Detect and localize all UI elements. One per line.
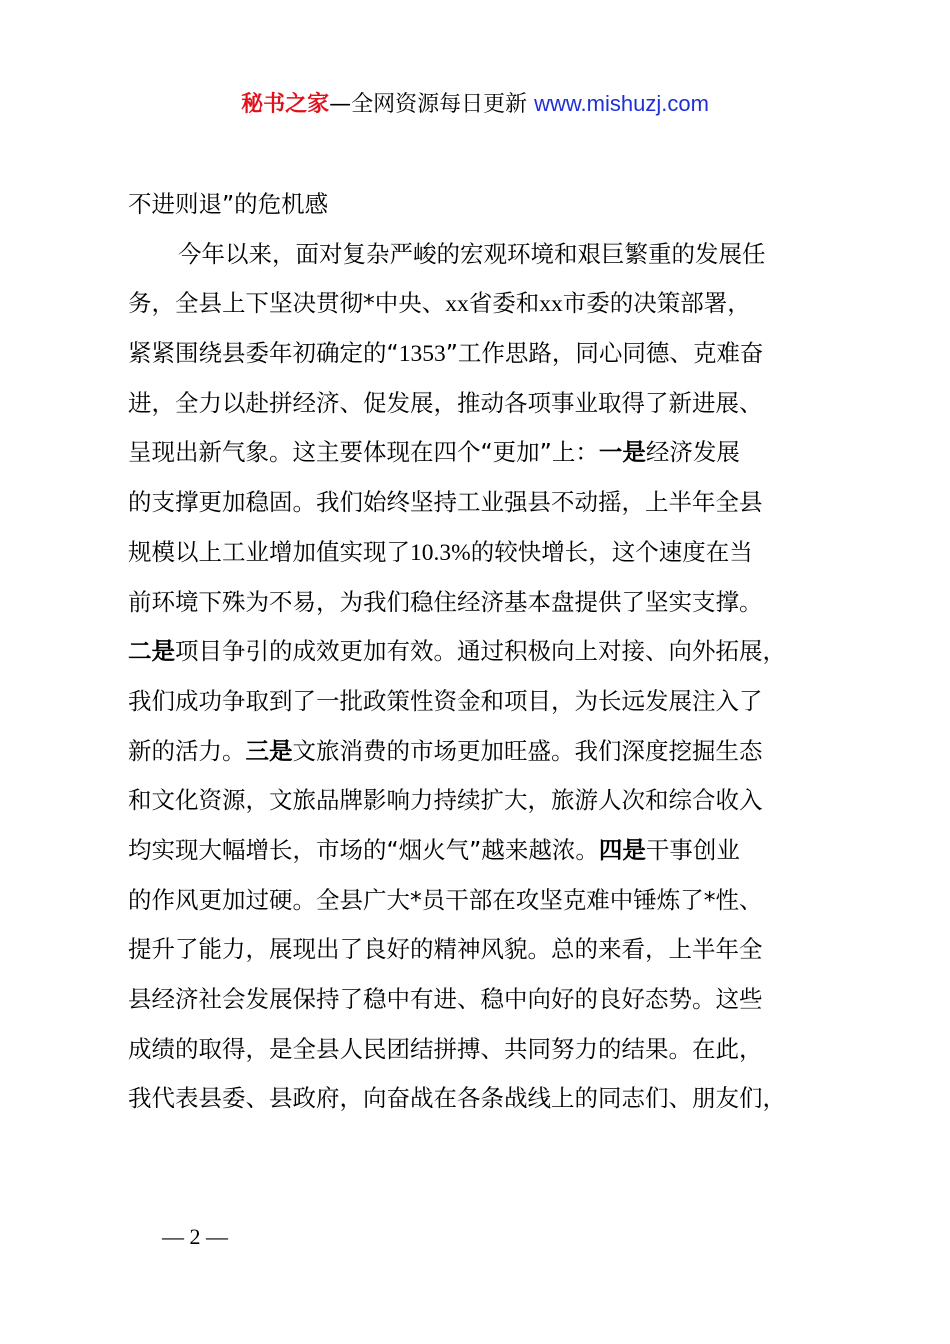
site-brand: 秘书之家 (241, 92, 330, 117)
city-placeholder: xx (539, 291, 563, 318)
text-line (128, 279, 858, 329)
text-run: 紧紧围绕县委年初确定的“ (128, 339, 399, 368)
text-run: 的较快增长，这个速度在当 (470, 537, 753, 566)
text-line (128, 379, 858, 429)
text-run: 的作风更加过硬。全县广大*员干部在攻坚克难中锤炼了*性、 (128, 885, 763, 914)
text-run: 前环境下殊为不易，为我们稳住经济基本盘提供了坚实支撑。 (128, 587, 763, 616)
text-line (128, 876, 858, 926)
text-line (128, 826, 858, 876)
text-run: 市委的决策部署， (562, 289, 751, 318)
text-line (128, 1025, 858, 1075)
text-run: 项目争引的成效更加有效。通过积极向上对接、向外拓展， (175, 637, 786, 666)
site-tagline: —全网资源每日更新 (329, 92, 535, 117)
site-url-link[interactable]: www.mishuzj.com (534, 91, 709, 116)
text-run: ”工作思路，同心同德、克难奋 (445, 339, 764, 368)
document-body (128, 180, 858, 1124)
text-run: 的支撑更加稳固。我们始终坚持工业强县不动摇，上半年全县 (128, 488, 763, 517)
text-run: 经济发展 (645, 438, 740, 467)
text-run: 务，全县上下坚决贯彻*中央、 (128, 289, 446, 318)
text-line (128, 1074, 858, 1124)
province-placeholder: xx (445, 291, 469, 318)
text-run: 干事创业 (645, 835, 740, 864)
text-run: 成绩的取得，是全县人民团结拼搏、共同努力的结果。在此， (128, 1034, 763, 1063)
text-line (128, 428, 858, 478)
paragraph-first-line (128, 230, 858, 280)
text-line (128, 776, 858, 826)
text-run: 不进则退”的危机感 (128, 190, 329, 218)
text-line (128, 975, 858, 1025)
text-run: 县经济社会发展保持了稳中有进、稳中向好的良好态势。这些 (128, 985, 763, 1013)
text-line (128, 329, 858, 379)
text-line (128, 478, 858, 528)
point-three-label: 三是 (245, 736, 293, 765)
point-one-label: 一是 (598, 438, 646, 467)
text-line (128, 180, 858, 230)
text-line (128, 578, 858, 628)
text-run: 进，全力以赴拼经济、促发展，推动各项事业取得了新进展、 (128, 388, 763, 417)
text-line (128, 727, 858, 777)
text-run: 规模以上工业增加值实现了 (128, 537, 410, 566)
text-line (128, 627, 858, 677)
text-run: 提升了能力，展现出了良好的精神风貌。总的来看，上半年全 (128, 935, 763, 964)
text-run: 今年以来，面对复杂严峻的宏观环境和艰巨繁重的发展任 (178, 239, 766, 268)
point-two-label: 二是 (128, 637, 175, 666)
text-run: 均实现大幅增长，市场的“烟火气”越来越浓。 (128, 835, 599, 864)
text-run: 省委和 (468, 289, 540, 318)
text-run: 文旅消费的市场更加旺盛。我们深度挖掘生态 (292, 736, 763, 765)
page-number: — 2 — (162, 1224, 228, 1249)
text-line (128, 925, 858, 975)
growth-rate-value: 10.3% (410, 539, 471, 566)
text-run: 新的活力。 (128, 736, 246, 765)
site-header (0, 88, 950, 121)
text-run: 和文化资源，文旅品牌影响力持续扩大，旅游人次和综合收入 (128, 786, 763, 815)
work-idea-number: 1353 (398, 341, 446, 368)
text-run: 我们成功争取到了一批政策性资金和项目，为长远发展注入了 (128, 686, 763, 715)
text-line (128, 528, 858, 578)
point-four-label: 四是 (598, 835, 646, 864)
text-line (128, 677, 858, 727)
text-run: 呈现出新气象。这主要体现在四个“更加”上： (128, 438, 599, 467)
text-run: 我代表县委、县政府，向奋战在各条战线上的同志们、朋友们， (128, 1084, 786, 1113)
